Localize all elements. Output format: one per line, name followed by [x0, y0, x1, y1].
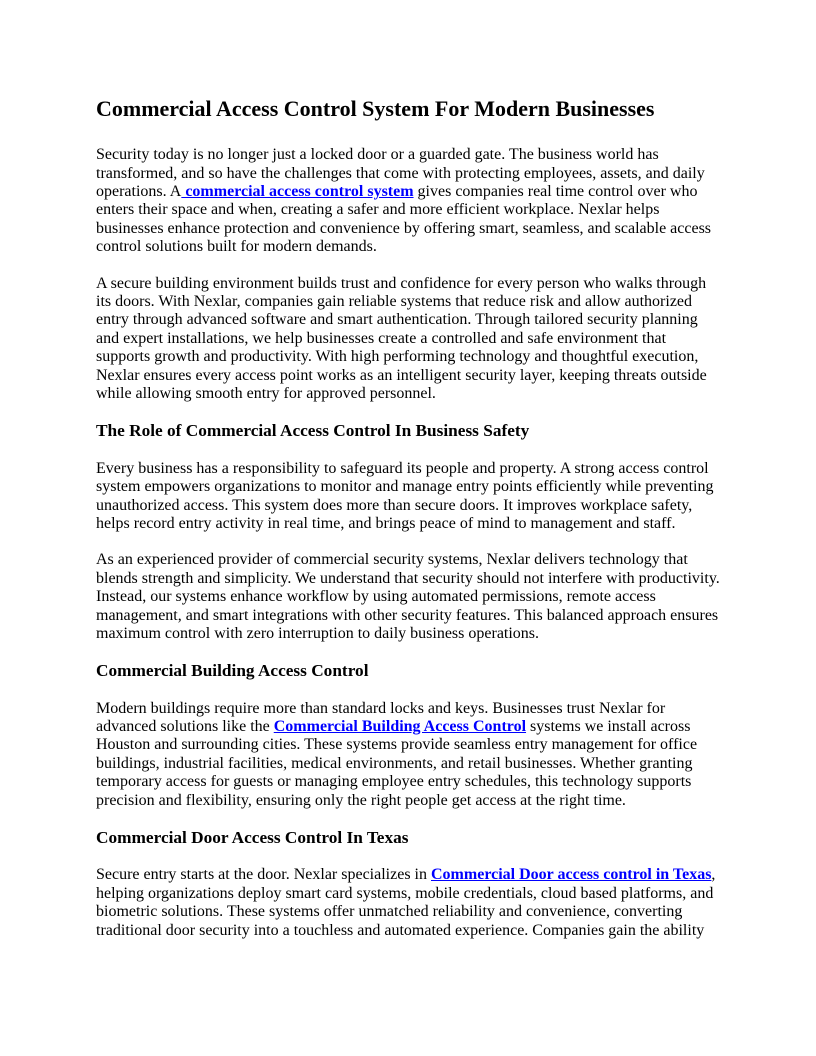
paragraph-building-access-1-text-after: systems we install across Houston and surrounding cities. These systems provide seamless entry management for office buildings, industrial facilities, medical environments, and retail businesses. Whether granting temporary access for guests or managing employee entry schedules, this technology supports precision and flexibility, ensuring only the right people get access at the right time.	[96, 718, 698, 809]
paragraph-door-access-1	[96, 866, 720, 940]
paragraph-intro-1-text-before: Security today is no longer just a locked door or a guarded gate. The business world has transformed, and so have the challenges that come with protecting employees, assets, and daily operations. A	[96, 146, 705, 201]
link-commercial-door-access-control-texas[interactable]: Commercial Door access control in Texas	[431, 866, 712, 884]
paragraph-door-access-1-text-before: Secure entry starts at the door. Nexlar specializes in	[96, 866, 431, 884]
paragraph-business-safety-1: Every business has a responsibility to safeguard its people and property. A strong access control system empowers organizations to monitor and manage entry points efficiently while preventing unauthorized access. This system does more than secure doors. It improves workplace safety, helps record entry activity in real time, and brings peace of mind to management and staff.	[96, 459, 714, 532]
paragraph-door-access-1-text-after: , helping organizations deploy smart card systems, mobile credentials, cloud based platforms, and biometric solutions. These systems offer unmatched reliability and convenience, converting traditional door security into a touchless and automated experience. Companies gain the ability	[96, 866, 716, 939]
link-commercial-building-access-control[interactable]: Commercial Building Access Control	[273, 718, 527, 736]
paragraph-intro-1	[96, 146, 720, 256]
heading-building-access-control: Commercial Building Access Control	[96, 661, 369, 681]
paragraph-intro-1-text-after: gives companies real time control over who enters their space and when, creating a safer and more efficient workplace. Nexlar helps businesses enhance protection and convenience by offering smart, seamless, and scalable access control solutions built for modern demands.	[96, 183, 712, 256]
paragraph-building-access-1-text-before: Modern buildings require more than standard locks and keys. Businesses trust Nexlar for advanced solutions like the	[96, 699, 666, 736]
paragraph-intro-2: A secure building environment builds trust and confidence for every person who walks through its doors. With Nexlar, companies gain reliable systems that reduce risk and allow authorized entry through advanced software and smart authentication. Through tailored security planning and expert installations, we help businesses create a controlled and safe environment that supports growth and productivity. With high performing technology and thoughtful execution, Nexlar ensures every access point works as an intelligent security layer, keeping threats outside while allowing smooth entry for approved personnel.	[96, 274, 707, 402]
link-commercial-access-control-system[interactable]: commercial access control system	[181, 183, 414, 201]
paragraph-building-access-1	[96, 700, 720, 810]
document-title: Commercial Access Control System For Modern Businesses	[96, 96, 655, 121]
paragraph-business-safety-2: As an experienced provider of commercial security systems, Nexlar delivers technology that blends strength and simplicity. We understand that security should not interfere with productivity. Instead, our systems enhance workflow by using automated permissions, remote access management, and smart integrations with other security features. This balanced approach ensures maximum control with zero interruption to daily business operations.	[96, 551, 720, 642]
heading-door-access-control: Commercial Door Access Control In Texas	[96, 828, 409, 848]
heading-business-safety: The Role of Commercial Access Control In Business Safety	[96, 421, 530, 441]
